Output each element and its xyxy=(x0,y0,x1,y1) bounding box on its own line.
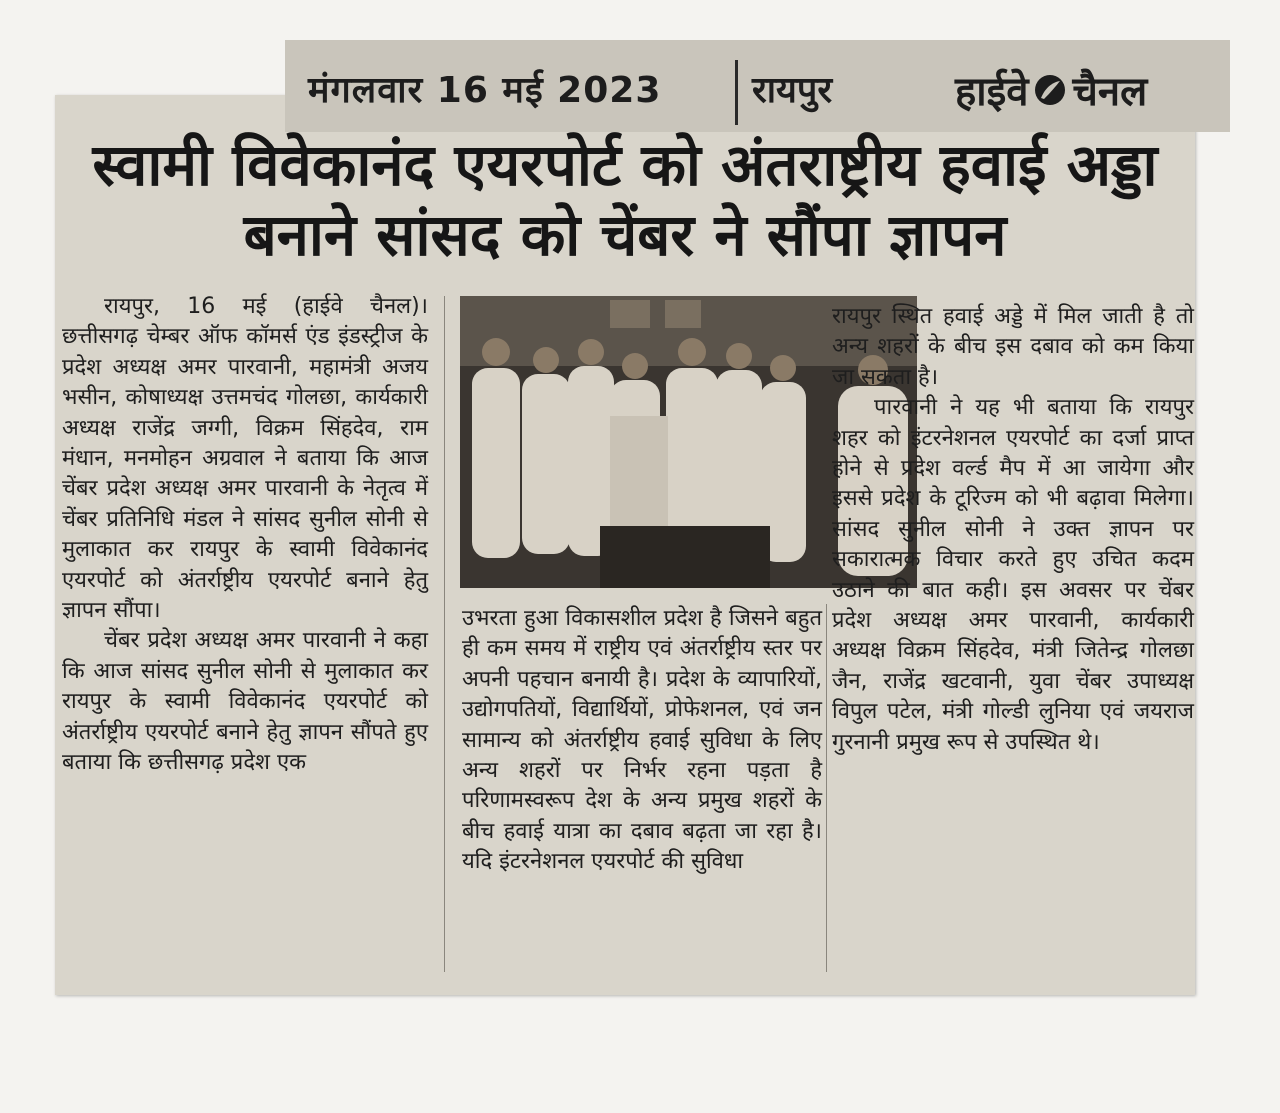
edition-city: रायपुर xyxy=(752,70,833,111)
paragraph: रायपुर, 16 मई (हाईवे चैनल)। छत्तीसगढ़ चेम्बर ऑफ कॉमर्स एंड इंडस्ट्रीज के प्रदेश अध्यक्ष अमर पारवानी, महामंत्री अजय भसीन, कोषाध्यक्ष उत्तमचंद गोलछा, कार्यकारी अध्यक्ष राजेंद्र जग्गी, विक्रम सिंहदेव, राम मंधान, मनमोहन अग्रवाल ने बताया कि आज चेंबर प्रदेश अध्यक्ष अमर पारवानी के नेतृत्व में चेंबर प्रतिनिधि मंडल ने सांसद सुनील सोनी से मुलाकात कर रायपुर के स्वामी विवेकानंद एयरपोर्ट को अंतर्राष्ट्रीय एयरपोर्ट बनाने हेतु ज्ञापन सौंपा। xyxy=(62,294,428,624)
paragraph: रायपुर स्थित हवाई अड्डे में मिल जाती है तो अन्य शहरों के बीच इस दबाव को कम किया जा सकता है। xyxy=(832,304,1194,390)
column-divider xyxy=(444,296,445,972)
newspaper-name xyxy=(955,62,1147,117)
paragraph: पारवानी ने यह भी बताया कि रायपुर शहर को इंटरनेशनल एयरपोर्ट का दर्जा प्राप्त होने से प्रदेश वर्ल्ड मैप में आ जायेगा और इससे प्रदेश के टूरिज्म को भी बढ़ावा मिलेगा। सांसद सुनील सोनी ने उक्त ज्ञापन पर सकारात्मक विचार करते हुए उचित कदम उठाने की बात कही। इस अवसर पर चेंबर प्रदेश अध्यक्ष अमर पारवानी, कार्यकारी अध्यक्ष विक्रम सिंहदेव, मंत्री जितेन्द्र गोलछा जैन, राजेंद्र खटवानी, युवा चेंबर उपाध्यक्ष विपुल पटेल, मंत्री गोल्डी लुनिया एवं जयराज गुरनानी प्रमुख रूप से उपस्थित थे। xyxy=(832,395,1194,755)
paragraph: उभरता हुआ विकासशील प्रदेश है जिसने बहुत ही कम समय में राष्ट्रीय एवं अंतर्राष्ट्रीय स्तर पर अपनी पहचान बनायी है। प्रदेश के व्यापारियों, उद्योगपतियों, विद्यार्थियों, प्रोफेशनल, एवं जन सामान्य को अंतर्राष्ट्रीय हवाई सुविधा के लिए अन्य शहरों पर निर्भर रहना पड़ता है परिणामस्वरूप देश के अन्य प्रमुख शहरों के बीच हवाई यात्रा का दबाव बढ़ता जा रहा है। यदि इंटरनेशनल एयरपोर्ट की सुविधा xyxy=(462,606,822,875)
paragraph: चेंबर प्रदेश अध्यक्ष अमर पारवानी ने कहा कि आज सांसद सुनील सोनी से मुलाकात कर रायपुर के स्वामी विवेकानंद एयरपोर्ट को अंतर्राष्ट्रीय एयरपोर्ट बनाने हेतु ज्ञापन सौंपते हुए बताया कि छत्तीसगढ़ प्रदेश एक xyxy=(62,628,428,776)
newspaper-logo-icon xyxy=(1032,72,1068,108)
article-headline: स्वामी विवेकानंद एयरपोर्ट को अंतराष्ट्रीय हवाई अड्डा बनाने सांसद को चेंबर ने सौंपा ज्ञापन xyxy=(92,131,1158,269)
article-column-3 xyxy=(832,302,1194,758)
masthead-divider xyxy=(735,60,738,125)
newspaper-name-right: चैनल xyxy=(1072,69,1148,115)
column-divider xyxy=(826,604,827,972)
newspaper-name-left: हाईवे xyxy=(955,69,1029,115)
issue-date: मंगलवार 16 मई 2023 xyxy=(308,70,662,111)
article-column-1 xyxy=(62,292,428,779)
article-column-2 xyxy=(462,604,822,878)
